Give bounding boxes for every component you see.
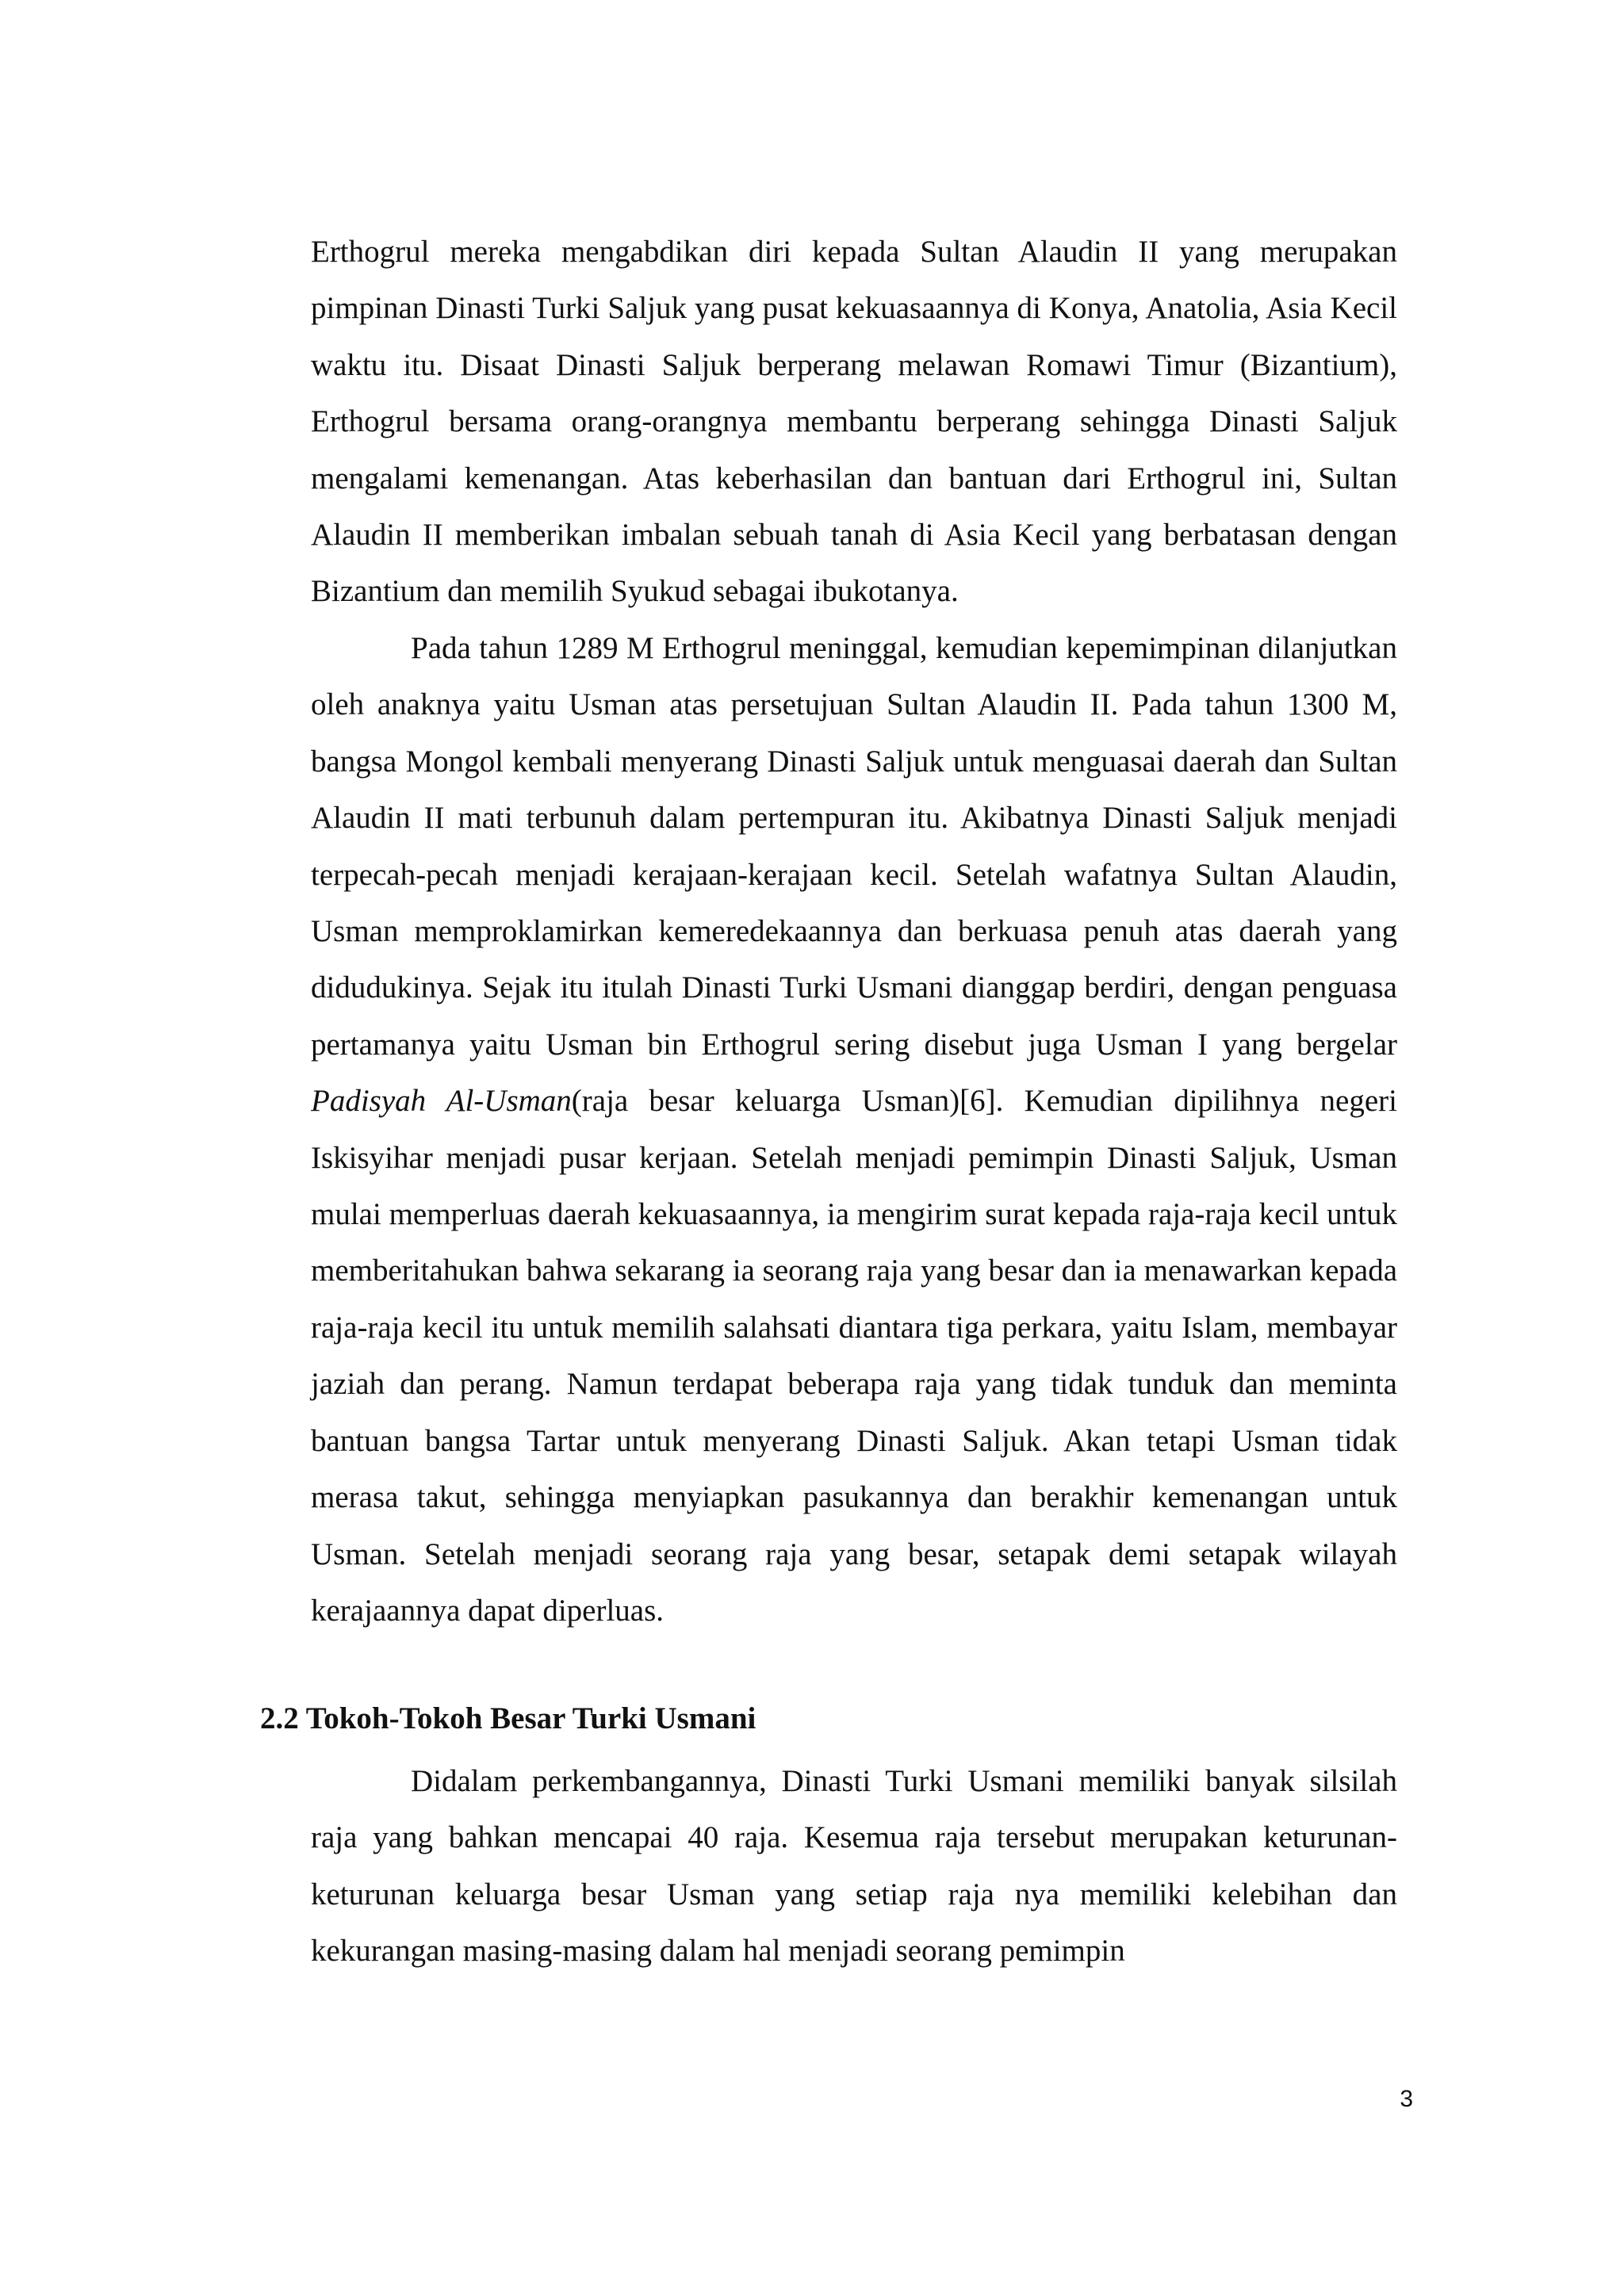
paragraph-erthogrul-service: Erthogrul mereka mengabdikan diri kepada Sultan Alaudin II yang merupakan pimpinan Dinasti Turki Saljuk yang pusat kekuasaannya di Konya, Anatolia, Asia Kecil waktu itu. Disaat Dinasti Saljuk berperang melawan Romawi Timur (Bizantium), Erthogrul bersama orang-orangnya membantu berperang sehingga Dinasti Saljuk mengalami kemenangan. Atas keberhasilan dan bantuan dari Erthogrul ini, Sultan Alaudin II memberikan imbalan sebuah tanah di Asia Kecil yang berbatasan dengan Bizantium dan memilih Syukud sebagai ibukotanya.: [311, 235, 1397, 609]
body-text-block: [311, 224, 1397, 620]
paragraph-text: Pada tahun 1289 M Erthogrul meninggal, kemudian kepemimpinan dilanjutkan oleh anaknya yaitu Usman atas persetujuan Sultan Alaudin II. Pada tahun 1300 M, bangsa Mongol kembali menyerang Dinasti Saljuk untuk menguasai daerah dan Sultan Alaudin II mati terbunuh dalam pertempuran itu. Akibatnya Dinasti Saljuk menjadi terpecah-pecah menjadi kerajaan-kerajaan kecil. Setelah wafatnya Sultan Alaudin, Usman memproklamirkan kemeredekaannya dan berkuasa penuh atas daerah yang didudukinya. Sejak itu itulah Dinasti Turki Usmani dianggap berdiri, dengan penguasa pertamanya yaitu Usman bin Erthogrul sering disebut juga Usman I yang bergelar: [311, 631, 1397, 1062]
paragraph-text: (raja besar keluarga Usman)[6]. Kemudian dipilihnya negeri Iskisyihar menjadi pusar kerjaan. Setelah menjadi pemimpin Dinasti Saljuk, Usman mulai memperluas daerah kekuasaannya, ia mengirim surat kepada raja-raja kecil untuk memberitahukan bahwa sekarang ia seorang raja yang besar dan ia menawarkan kepada raja-raja kecil itu untuk memilih salahsati diantara tiga perkara, yaitu Islam, membayar jaziah dan perang. Namun terdapat beberapa raja yang tidak tunduk dan meminta bantuan bangsa Tartar untuk menyerang Dinasti Saljuk. Akan tetapi Usman tidak merasa takut, sehingga menyiapkan pasukannya dan berakhir kemenangan untuk Usman. Setelah menjadi seorang raja yang besar, setapak demi setapak wilayah kerajaannya dapat diperluas.: [311, 1084, 1398, 1628]
italic-title-padisyah: Padisyah Al-Usman: [311, 1084, 572, 1119]
body-text-block: [311, 1753, 1397, 1980]
body-text-block: [311, 620, 1397, 1639]
paragraph-usman-rise: [311, 620, 1397, 1639]
page-number: 3: [1400, 2086, 1413, 2112]
section-heading: 2.2 Tokoh-Tokoh Besar Turki Usmani: [260, 1701, 756, 1735]
paragraph-section-intro: Didalam perkembangannya, Dinasti Turki Usmani memiliki banyak silsilah raja yang bahkan mencapai 40 raja. Kesemua raja tersebut merupakan keturunan-keturunan keluarga besar Usman yang setiap raja nya memiliki kelebihan dan kekurangan masing-masing dalam hal menjadi seorang pemimpin: [311, 1764, 1397, 1969]
